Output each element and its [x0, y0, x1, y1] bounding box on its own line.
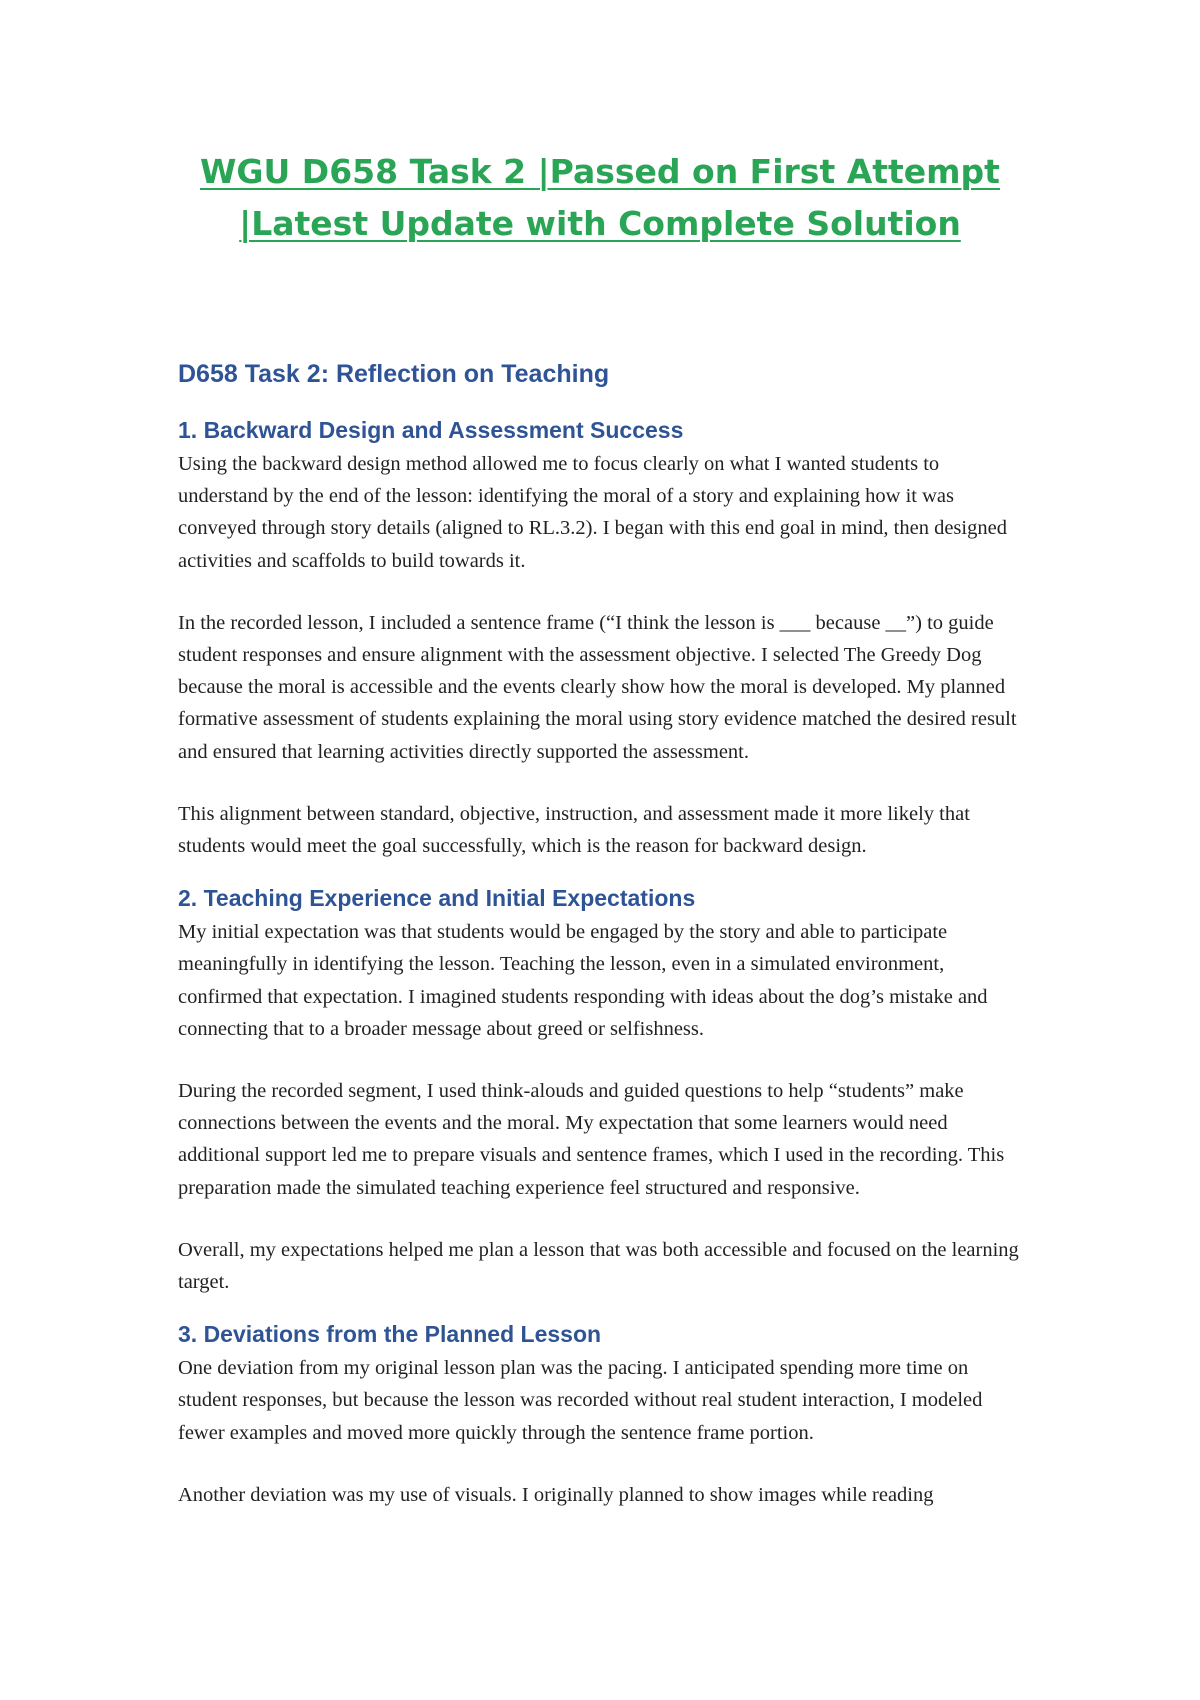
main-heading: D658 Task 2: Reflection on Teaching [178, 360, 610, 388]
paragraph: Using the backward design method allowed me to focus clearly on what I wanted students to understand by the end of the lesson: identifying the moral of a story and explaining how it was conveyed through story details (aligned to RL.3.2). I began with this end goal in mind, then designed activities and scaffolds to build towards it. [178, 453, 1007, 572]
paragraph: Another deviation was my use of visuals. I originally planned to show images while reading [178, 1483, 934, 1506]
section-backward-design [178, 414, 1028, 862]
section-deviations [178, 1318, 1028, 1511]
section-teaching-experience [178, 882, 1028, 1298]
paragraph: Overall, my expectations helped me plan a lesson that was both accessible and focused on the learning target. [178, 1238, 1019, 1294]
section-heading: 3. Deviations from the Planned Lesson [178, 1321, 602, 1348]
section-heading: 2. Teaching Experience and Initial Expectations [178, 885, 696, 912]
document-title [140, 146, 1060, 250]
document-title-text: WGU D658 Task 2 |Passed on First Attempt |Latest Update with Complete Solution [200, 152, 1000, 243]
paragraph: In the recorded lesson, I included a sentence frame (“I think the lesson is ___ because __”) to guide student responses and ensure alignment with the assessment objective. I selected The Greedy Dog because the moral is accessible and the events clearly show how the moral is developed. My planned formative assessment of students explaining the moral using story evidence matched the desired result and ensured that learning activities directly supported the assessment. [178, 611, 1017, 763]
paragraph: One deviation from my original lesson plan was the pacing. I anticipated spending more time on student responses, but because the lesson was recorded without real student interaction, I modeled fewer examples and moved more quickly through the sentence frame portion. [178, 1357, 983, 1444]
section-heading: 1. Backward Design and Assessment Success [178, 417, 684, 443]
document-body [178, 356, 1028, 1541]
paragraph: This alignment between standard, objective, instruction, and assessment made it more likely that students would meet the goal successfully, which is the reason for backward design. [178, 802, 970, 858]
paragraph: During the recorded segment, I used think-alouds and guided questions to help “students” make connections between the events and the moral. My expectation that some learners would need additional support led me to prepare visuals and sentence frames, which I used in the recording. This preparation made the simulated teaching experience feel structured and responsive. [178, 1080, 1005, 1199]
paragraph: My initial expectation was that students would be engaged by the story and able to participate meaningfully in identifying the lesson. Teaching the lesson, even in a simulated environment, confirmed that expectation. I imagined students responding with ideas about the dog’s mistake and connecting that to a broader message about greed or selfishness. [178, 921, 988, 1040]
